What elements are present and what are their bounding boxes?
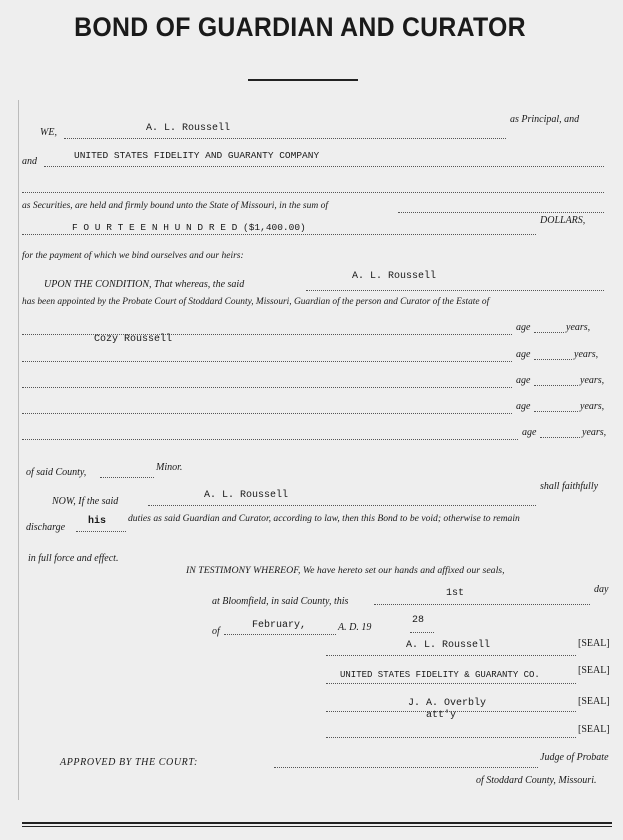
years-label-5: years, bbox=[582, 427, 607, 438]
document-title: BOND OF GUARDIAN AND CURATOR bbox=[74, 12, 526, 42]
condition-line bbox=[306, 290, 604, 291]
stoddard-label: of Stoddard County, Missouri. bbox=[476, 775, 597, 786]
securities-text: as Securities, are held and firmly bound unto the State of Missouri, in the sum of bbox=[22, 201, 328, 211]
day-line bbox=[374, 604, 590, 605]
county-minor-line bbox=[100, 477, 154, 478]
and-label: and bbox=[22, 156, 37, 167]
page-fold-line bbox=[18, 100, 19, 800]
said-guardian-name: A. L. Roussell bbox=[352, 271, 437, 282]
signature-2: UNITED STATES FIDELITY & GUARANTY CO. bbox=[340, 670, 540, 680]
surety-line-2 bbox=[22, 192, 604, 193]
seal-label-3: [SEAL] bbox=[578, 696, 610, 707]
ad-label: A. D. 19 bbox=[338, 622, 372, 633]
now-if-label: NOW, If the said bbox=[52, 496, 119, 507]
ward-line-2 bbox=[22, 361, 512, 362]
principal-line bbox=[64, 138, 506, 139]
of-label: of bbox=[212, 626, 220, 637]
year-line bbox=[410, 632, 434, 633]
age-label-3: age bbox=[516, 375, 531, 386]
year-suffix: 28 bbox=[412, 615, 425, 626]
month-value: February, bbox=[252, 620, 307, 631]
seal-label-2: [SEAL] bbox=[578, 665, 610, 676]
shall-faithfully-label: shall faithfully bbox=[540, 481, 599, 492]
bottom-rule-thin bbox=[22, 826, 612, 827]
signature-line-1 bbox=[326, 655, 576, 656]
years-label-2: years, bbox=[574, 349, 599, 360]
age-label-5: age bbox=[522, 427, 537, 438]
discharge-his: his bbox=[88, 516, 107, 527]
sum-amount: F O U R T E E N H U N D R E D ($1,400.00) bbox=[72, 222, 306, 233]
age-line-5 bbox=[540, 437, 580, 438]
signature-line-2 bbox=[326, 683, 576, 684]
surety-line bbox=[44, 166, 604, 167]
age-line-3 bbox=[534, 385, 578, 386]
day-label: day bbox=[594, 584, 609, 595]
minor-label: Minor. bbox=[156, 462, 183, 473]
dollars-label: DOLLARS, bbox=[540, 215, 586, 226]
month-line bbox=[224, 634, 336, 635]
ward-line-5 bbox=[22, 439, 518, 440]
full-force-text: in full force and effect. bbox=[28, 553, 119, 564]
discharge-line bbox=[76, 531, 126, 532]
age-line-1 bbox=[534, 332, 564, 333]
appointed-text: has been appointed by the Probate Court of Stoddard County, Missouri, Guardian of the person and Curator of the Estate of bbox=[22, 297, 490, 307]
signature-3-name: J. A. Overbly bbox=[408, 698, 487, 709]
day-number: 1st bbox=[446, 588, 465, 599]
ward-line-3 bbox=[22, 387, 512, 388]
principal-name: A. L. Roussell bbox=[146, 123, 231, 134]
sum-line-start bbox=[398, 212, 604, 213]
ward-line-4 bbox=[22, 413, 512, 414]
seal-label-1: [SEAL] bbox=[578, 638, 610, 649]
bottom-rule bbox=[22, 822, 612, 824]
now-said-line bbox=[148, 505, 536, 506]
condition-text: UPON THE CONDITION, That whereas, the said bbox=[44, 279, 245, 290]
as-principal-label: as Principal, and bbox=[510, 114, 580, 125]
payment-text: for the payment of which we bind ourselves and our heirs: bbox=[22, 251, 244, 261]
age-label-1: age bbox=[516, 322, 531, 333]
age-line-4 bbox=[534, 411, 578, 412]
signature-1: A. L. Roussell bbox=[406, 640, 491, 651]
age-line-2 bbox=[534, 359, 572, 360]
signature-line-4 bbox=[326, 737, 576, 738]
years-label-3: years, bbox=[580, 375, 605, 386]
years-label-4: years, bbox=[580, 401, 605, 412]
title-underline bbox=[248, 79, 358, 81]
discharge-label: discharge bbox=[26, 522, 66, 533]
of-said-county-label: of said County, bbox=[26, 467, 87, 478]
seal-label-4: [SEAL] bbox=[578, 724, 610, 735]
age-label-2: age bbox=[516, 349, 531, 360]
ward-name-1: Cozy Roussell bbox=[94, 334, 173, 345]
now-said-name: A. L. Roussell bbox=[204, 490, 289, 501]
surety-name: UNITED STATES FIDELITY AND GUARANTY COMPANY bbox=[74, 150, 320, 161]
judge-line bbox=[274, 767, 538, 768]
testimony-text: IN TESTIMONY WHEREOF, We have hereto set our hands and affixed our seals, bbox=[186, 565, 505, 576]
sum-line bbox=[22, 234, 536, 235]
at-bloomfield-text: at Bloomfield, in said County, this bbox=[212, 596, 349, 607]
years-label-1: years, bbox=[566, 322, 591, 333]
judge-label: Judge of Probate bbox=[540, 752, 609, 763]
age-label-4: age bbox=[516, 401, 531, 412]
signature-3-title: att'y bbox=[426, 710, 457, 721]
approved-label: APPROVED BY THE COURT: bbox=[60, 757, 198, 768]
we-label: WE, bbox=[40, 127, 57, 138]
duties-text: duties as said Guardian and Curator, according to law, then this Bond to be void; otherwise to remain bbox=[128, 513, 520, 524]
